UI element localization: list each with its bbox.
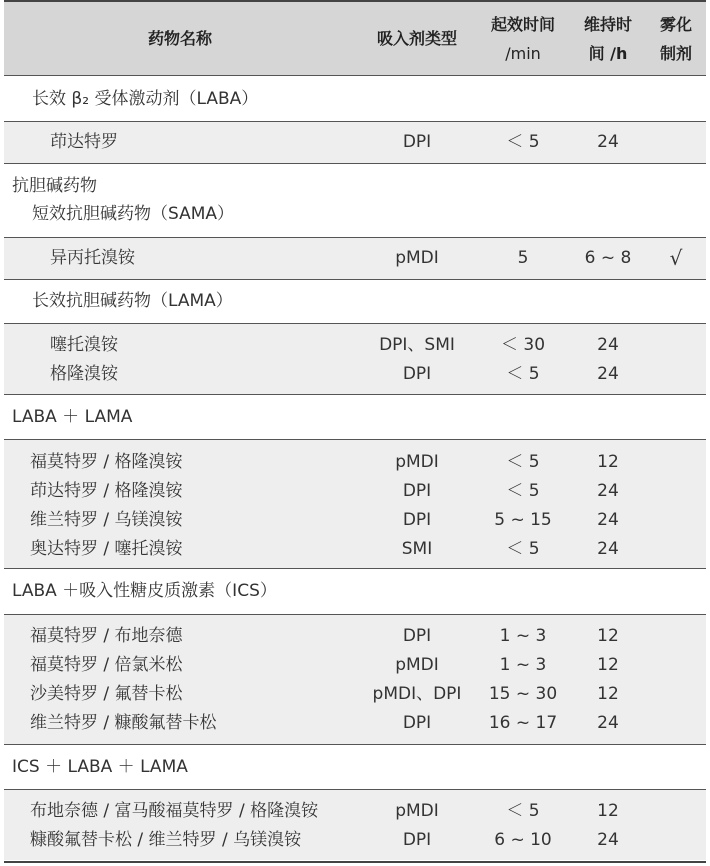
inhaler-type-cell: DPI <box>402 713 432 733</box>
section-lama: 长效抗胆碱药物（LAMA） <box>32 291 233 311</box>
onset-cell: ＜ 5 <box>506 364 540 384</box>
row-rule <box>4 279 706 280</box>
duration-cell: 6 ~ 8 <box>584 248 632 268</box>
duration-cell: 24 <box>597 335 619 355</box>
row-rule <box>4 163 706 164</box>
header-drug-name: 药物名称 <box>147 29 212 48</box>
onset-cell: 1 ~ 3 <box>499 626 547 646</box>
inhaler-type-cell: DPI <box>402 364 432 384</box>
section-ics-laba-lama: ICS ＋ LABA ＋ LAMA <box>12 757 188 777</box>
onset-cell: ＜ 30 <box>500 335 546 355</box>
duration-cell: 24 <box>597 364 619 384</box>
bottom-rule <box>4 861 706 863</box>
header-nebulize-line1: 雾化 <box>659 15 692 34</box>
inhaler-type-cell: DPI <box>402 626 432 646</box>
drug-name-cell: 维兰特罗 / 乌镁溴铵 <box>30 510 183 530</box>
onset-cell: ＜ 5 <box>506 539 540 559</box>
row-rule <box>4 744 706 745</box>
onset-cell: 1 ~ 3 <box>499 655 547 675</box>
header-duration-line2: 间 /h <box>588 44 628 63</box>
drug-name-cell: 维兰特罗 / 糠酸氟替卡松 <box>30 713 217 733</box>
inhaler-type-cell: pMDI <box>395 655 439 675</box>
drug-name-cell: 格隆溴铵 <box>50 364 118 384</box>
duration-cell: 12 <box>597 655 619 675</box>
onset-cell: ＜ 5 <box>506 801 540 821</box>
section-laba: 长效 β₂ 受体激动剂（LABA） <box>32 89 259 109</box>
inhaler-type-cell: DPI、SMI <box>379 335 455 355</box>
inhaler-type-cell: DPI <box>402 510 432 530</box>
header-onset-line2: /min <box>505 44 541 63</box>
duration-cell: 24 <box>597 481 619 501</box>
header-nebulize-line2: 制剂 <box>659 44 692 63</box>
duration-cell: 12 <box>597 684 619 704</box>
drug-name-cell: 布地奈德 / 富马酸福莫特罗 / 格隆溴铵 <box>30 801 319 821</box>
onset-cell: ＜ 5 <box>506 132 540 152</box>
inhaler-type-cell: pMDI <box>395 248 439 268</box>
duration-cell: 24 <box>597 539 619 559</box>
header-inhaler-type: 吸入剂类型 <box>376 29 457 48</box>
drug-name-cell: 福莫特罗 / 格隆溴铵 <box>30 452 183 472</box>
inhaler-type-cell: pMDI、DPI <box>372 684 462 704</box>
top-rule <box>4 0 706 2</box>
section-laba-lama: LABA ＋ LAMA <box>12 407 133 427</box>
onset-cell: ＜ 5 <box>506 481 540 501</box>
duration-cell: 24 <box>597 830 619 850</box>
duration-cell: 24 <box>597 132 619 152</box>
drug-name-cell: 茚达特罗 <box>50 132 118 152</box>
nebulize-check-cell: √ <box>669 246 683 270</box>
header-rule <box>4 75 706 76</box>
row-rule <box>4 568 706 569</box>
header-onset-line1: 起效时间 <box>490 15 555 34</box>
duration-cell: 12 <box>597 801 619 821</box>
section-sama: 短效抗胆碱药物（SAMA） <box>32 204 235 224</box>
drug-name-cell: 噻托溴铵 <box>50 335 118 355</box>
duration-cell: 12 <box>597 626 619 646</box>
drug-name-cell: 福莫特罗 / 布地奈德 <box>30 626 183 646</box>
onset-cell: 6 ~ 10 <box>494 830 552 850</box>
duration-cell: 24 <box>597 510 619 530</box>
drug-name-cell: 异丙托溴铵 <box>50 248 135 268</box>
onset-cell: ＜ 5 <box>506 452 540 472</box>
duration-cell: 12 <box>597 452 619 472</box>
header-duration-line1: 维持时 <box>583 15 632 34</box>
onset-cell: 15 ~ 30 <box>488 684 558 704</box>
inhaler-type-cell: DPI <box>402 132 432 152</box>
inhaler-type-cell: SMI <box>401 539 433 559</box>
drug-name-cell: 茚达特罗 / 格隆溴铵 <box>30 481 183 501</box>
onset-cell: 16 ~ 17 <box>488 713 558 733</box>
row-rule <box>4 394 706 395</box>
section-anticholinergic: 抗胆碱药物 <box>12 176 97 196</box>
onset-cell: 5 ~ 15 <box>494 510 552 530</box>
drug-name-cell: 糠酸氟替卡松 / 维兰特罗 / 乌镁溴铵 <box>30 830 302 850</box>
onset-cell: 5 <box>517 248 529 268</box>
inhaler-type-cell: DPI <box>402 830 432 850</box>
duration-cell: 24 <box>597 713 619 733</box>
inhaler-type-cell: DPI <box>402 481 432 501</box>
inhaler-type-cell: pMDI <box>395 452 439 472</box>
drug-name-cell: 奥达特罗 / 噻托溴铵 <box>30 539 183 559</box>
inhaler-type-cell: pMDI <box>395 801 439 821</box>
section-laba-ics: LABA ＋吸入性糖皮质激素（ICS） <box>12 581 277 601</box>
drug-name-cell: 福莫特罗 / 倍氯米松 <box>30 655 183 675</box>
drug-name-cell: 沙美特罗 / 氟替卡松 <box>30 684 183 704</box>
